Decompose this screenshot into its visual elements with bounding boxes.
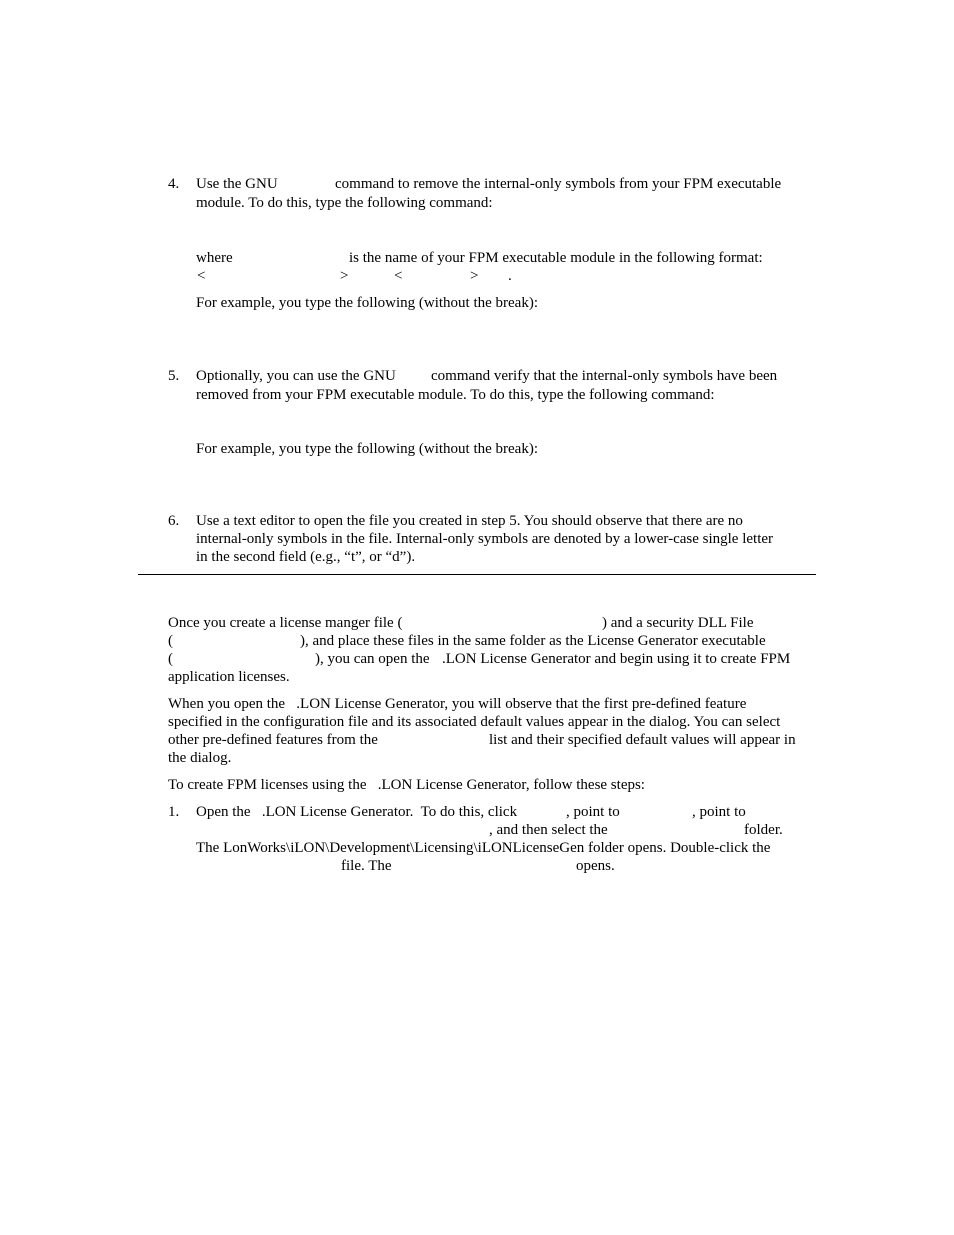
step-1-line2a: , and then select the	[489, 822, 608, 838]
step-4-where-desc: is the name of your FPM executable module in the following format:	[349, 250, 763, 266]
format-gt-1: >	[340, 268, 349, 284]
step-6-text-line1: Use a text editor to open the file you created in step 5. You should observe that there are no	[196, 513, 743, 529]
step-6-text-line3: in the second field (e.g., “t”, or “d”).	[196, 549, 416, 565]
step-6-text-line2: internal-only symbols in the file. Internal-only symbols are denoted by a lower-case single letter	[196, 531, 774, 547]
step-1-line1b: , point to	[566, 804, 620, 820]
step-5-text-line1a: Optionally, you can use the GNU	[196, 368, 396, 384]
step-5-text-line1b: command verify that the internal-only symbols have been	[431, 368, 778, 384]
step-4-text-line1a: Use the GNU	[196, 176, 278, 192]
step-1-line4a: file. The	[341, 858, 392, 874]
format-gt-2: >	[470, 268, 479, 284]
step-5-example: For example, you type the following (without the break):	[196, 441, 539, 457]
step-1-number: 1.	[168, 804, 180, 820]
para1-line3c: .LON License Generator and begin using it to create FPM	[442, 651, 791, 667]
para1-line1b: ) and a security DLL File	[602, 615, 754, 631]
para3: To create FPM licenses using the .LON License Generator, follow these steps:	[168, 777, 645, 793]
para1-line2a: (	[168, 633, 173, 649]
format-lt-1: <	[197, 268, 206, 284]
step-1-line1c: , point to	[692, 804, 746, 820]
format-lt-2: <	[394, 268, 403, 284]
para1-line3a: (	[168, 651, 173, 667]
format-period: .	[508, 268, 512, 284]
step-4-text-line2: module. To do this, type the following command:	[196, 195, 493, 211]
step-1-line1a: Open the .LON License Generator. To do this, click	[196, 804, 518, 820]
para2-line4: the dialog.	[168, 750, 232, 766]
step-4-example: For example, you type the following (without the break):	[196, 295, 539, 311]
step-4-number: 4.	[168, 176, 180, 192]
para1-line1a: Once you create a license manger file (	[168, 615, 403, 631]
step-4-where: where	[196, 250, 233, 266]
para2-line3b: list and their specified default values will appear in	[489, 732, 796, 748]
para1-line2b: ), and place these files in the same folder as the License Generator executable	[300, 633, 766, 649]
para2-line2: specified in the configuration file and its associated default values appear in the dialog. You can select	[168, 714, 781, 730]
step-1-line3: The LonWorks\iLON\Development\Licensing\iLONLicenseGen folder opens. Double-click the	[196, 840, 771, 856]
step-5-text-line2: removed from your FPM executable module. To do this, type the following command:	[196, 387, 715, 403]
step-4-text-line1b: command to remove the internal-only symbols from your FPM executable	[335, 176, 782, 192]
step-6-number: 6.	[168, 513, 180, 529]
para2-line3a: other pre-defined features from the	[168, 732, 378, 748]
step-1-line4b: opens.	[576, 858, 615, 874]
para1-line4: application licenses.	[168, 669, 290, 685]
para2-line1: When you open the .LON License Generator, you will observe that the first pre-defined feature	[168, 696, 747, 712]
step-1-line2b: folder.	[744, 822, 783, 838]
para1-line3b: ), you can open the	[315, 651, 430, 667]
step-5-number: 5.	[168, 368, 180, 384]
section-divider	[138, 574, 816, 575]
